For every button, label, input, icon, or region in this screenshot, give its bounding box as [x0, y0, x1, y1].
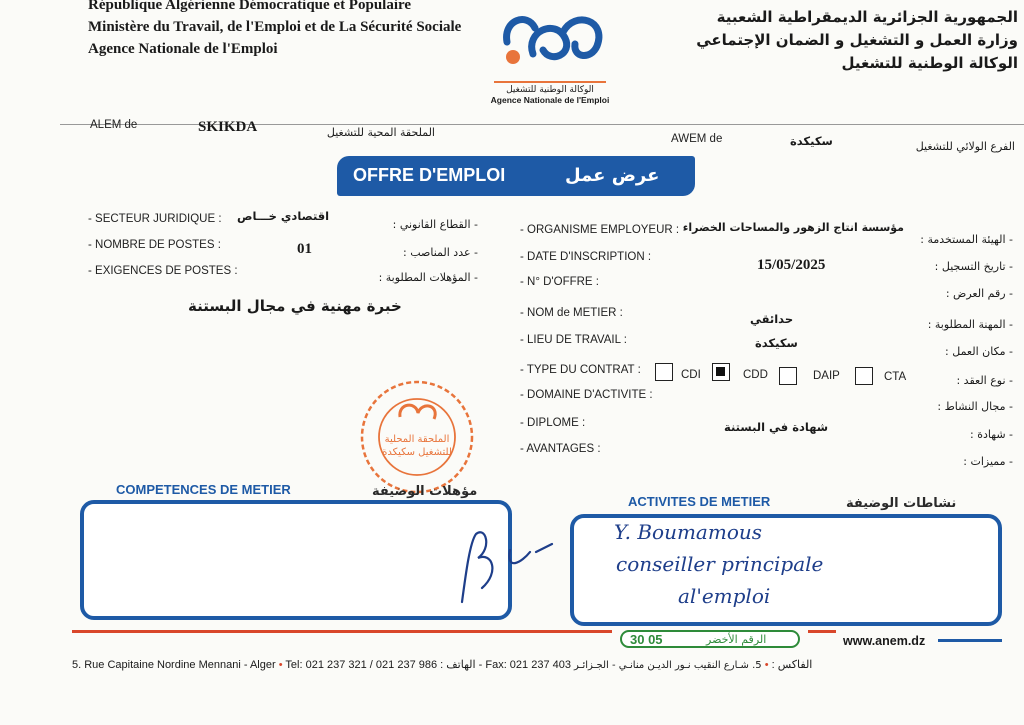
contrat-ar: - نوع العقد :: [956, 374, 1013, 387]
competences-title-ar: مؤهلات الوضيفة: [372, 484, 478, 499]
contract-label-cdi: CDI: [681, 369, 701, 381]
competences-panel[interactable]: [80, 500, 512, 620]
organisme-label: - ORGANISME EMPLOYEUR :: [520, 224, 680, 236]
diplome-ar: - شهادة :: [970, 428, 1013, 441]
secteur-value: اقتصادي خـــاص: [237, 209, 330, 223]
contract-label-daip: DAIP: [813, 370, 840, 382]
activites-title-fr: ACTIVITES DE METIER: [628, 494, 771, 509]
lieu-label: - LIEU DE TRAVAIL :: [520, 334, 627, 346]
diplome-label: - DIPLOME :: [520, 417, 586, 429]
green-number-badge: [620, 630, 800, 648]
date-ar: - تاريخ التسجيل :: [934, 260, 1013, 273]
logo-caption-ar: الوكالة الوطنية للتشغيل: [506, 85, 594, 95]
awem-value: سكيكدة: [790, 134, 833, 148]
header-ar-line: الوكالة الوطنية للتشغيل: [841, 54, 1018, 72]
organisme-value: مؤسسة انتاج الزهور والمساحات الخضراء: [682, 221, 904, 234]
checkbox-cdi[interactable]: [655, 363, 673, 381]
handwriting-line: al'emploi: [678, 584, 771, 608]
anem-logo-icon: [485, 2, 615, 74]
date-value: 15/05/2025: [757, 257, 826, 273]
header-fr-line: République Algérienne Démocratique et Populaire: [88, 0, 412, 13]
lieu-ar: - مكان العمل :: [945, 345, 1013, 358]
exigences-label: - EXIGENCES DE POSTES :: [88, 265, 238, 277]
footer-fax-ar: الفاكس :: [771, 659, 813, 671]
checkbox-daip[interactable]: [779, 367, 797, 385]
domaine-ar: - مجال النشاط :: [937, 400, 1013, 413]
exigences-ar: - المؤهلات المطلوبة :: [378, 271, 478, 284]
bullet-dot: •: [278, 659, 283, 671]
secteur-label: - SECTEUR JURIDIQUE :: [88, 213, 222, 225]
diplome-value: شهادة في البستنة: [724, 420, 829, 434]
header-fr-line: Ministère du Travail, de l'Emploi et de La Sécurité Sociale: [88, 19, 462, 35]
awem-label: AWEM de: [671, 133, 723, 145]
banner-title-ar: عرض عمل: [565, 165, 660, 186]
green-number-label: الرقم الأخضر: [706, 633, 767, 646]
header-ar-line: وزارة العمل و التشغيل و الضمان الإجتماعي: [696, 31, 1018, 49]
green-number: 30 05: [630, 632, 663, 647]
stamp-text: الملحقة المحلية للتشغيل سكيكدة: [382, 434, 452, 458]
footer-red-rule-short: [808, 630, 836, 633]
domaine-label: - DOMAINE D'ACTIVITE :: [520, 389, 653, 401]
metier-label: - NOM de METIER :: [520, 307, 623, 319]
header-ar: [618, 6, 1018, 75]
offre-label: - N° D'OFFRE :: [520, 276, 599, 288]
footer-address: 5. Rue Capitaine Nordine Mennani - Alger • Tel: 021 237 321 / 021 237 986 : الهاتف - Fax: 021 237 403 الفاكس : • 5. شـارع النقيب نـور الديـن منانـي - الجـزائـر: [72, 659, 813, 671]
avantages-ar: - مميزات :: [963, 455, 1013, 468]
bullet-dot: •: [764, 659, 769, 671]
handwriting-line: conseiller principale: [616, 552, 824, 576]
organisme-ar: - الهيئة المستخدمة :: [920, 233, 1013, 246]
metier-value: حدائقي: [750, 312, 794, 326]
postes-value: 01: [297, 241, 312, 257]
address-fr: 5. Rue Capitaine Nordine Mennani - Alger: [72, 659, 276, 671]
header-ar-line: الجمهورية الجزائرية الديمقراطية الشعبية: [716, 8, 1018, 26]
metier-ar: - المهنة المطلوبة :: [927, 318, 1013, 331]
alem-ar: الملحقة المحية للتشغيل: [326, 126, 435, 139]
logo-caption-fr: Agence Nationale de l'Emploi: [490, 95, 610, 105]
competences-title-fr: COMPETENCES DE METIER: [116, 482, 291, 497]
banner-title-fr: OFFRE D'EMPLOI: [353, 165, 506, 185]
header-fr: [88, 0, 468, 60]
anem-logo: [485, 2, 615, 106]
activites-title-ar: نشاطات الوضيفة: [846, 496, 957, 511]
awem-ar: الفرع الولائي للتشغيل: [915, 140, 1015, 153]
postes-label: - NOMBRE DE POSTES :: [88, 239, 221, 251]
agency-stamp: [352, 375, 482, 500]
exigences-value: خبرة مهنية في مجال البستنة: [188, 297, 402, 315]
footer-tel-ar: : الهاتف: [440, 659, 476, 671]
header-fr-line: Agence Nationale de l'Emploi: [88, 41, 278, 57]
footer-fax: Fax: 021 237 403: [485, 659, 571, 671]
handwriting-line: Y. Boumamous: [614, 520, 762, 544]
alem-label: ALEM de: [90, 119, 138, 131]
contrat-label: - TYPE DU CONTRAT :: [520, 364, 641, 376]
footer-tel: Tel: 021 237 321 / 021 237 986: [285, 659, 438, 671]
lieu-value: سكيكدة: [755, 336, 798, 350]
postes-ar: - عدد المناصب :: [403, 246, 478, 259]
activites-panel[interactable]: [570, 514, 1002, 626]
contract-label-cta: CTA: [884, 371, 907, 383]
contract-label-cdd: CDD: [743, 369, 768, 381]
signature-icon: [452, 522, 562, 612]
checkbox-cdd[interactable]: [712, 363, 730, 381]
offer-banner: [337, 156, 695, 196]
avantages-label: - AVANTAGES :: [520, 443, 601, 455]
offre-ar: - رقم العرض :: [945, 287, 1013, 300]
date-label: - DATE D'INSCRIPTION :: [520, 251, 652, 263]
footer-blue-rule: [938, 639, 1002, 642]
address-ar: 5. شـارع النقيب نـور الديـن منانـي - الجـزائـر: [574, 660, 762, 671]
secteur-ar: - القطاع القانوني :: [392, 218, 478, 231]
alem-value: SKIKDA: [198, 119, 258, 135]
footer-red-rule: [72, 630, 612, 633]
website-link[interactable]: www.anem.dz: [843, 634, 926, 648]
checkbox-cta[interactable]: [855, 367, 873, 385]
